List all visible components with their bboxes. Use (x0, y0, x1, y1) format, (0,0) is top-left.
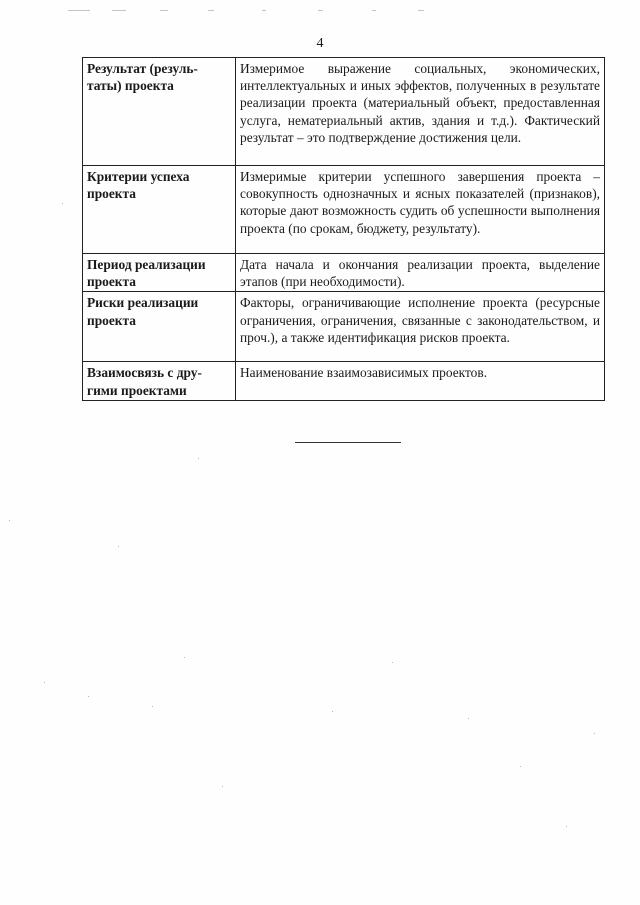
scan-artifact (112, 10, 126, 11)
definitions-table (82, 57, 605, 401)
table-row (83, 58, 605, 166)
term-cell: Период реализации проекта (83, 254, 236, 292)
table-row (83, 292, 605, 362)
scan-speck (392, 662, 393, 663)
section-divider (295, 442, 401, 443)
definition-cell: Измеримое выражение социальных, экономических, интеллектуальных и иных эффектов, полученных в результате реализации проекта (материальный объект, предоставленная услуга, нематериальный актив, здания и т.д.). Фактический результат – это подтверждение достижения цели. (236, 58, 605, 166)
scan-artifact (68, 10, 90, 11)
scan-speck (222, 786, 223, 787)
definition-cell: Наименование взаимозависимых проектов. (236, 362, 605, 400)
page-number: 4 (316, 36, 324, 51)
definition-cell: Дата начала и окончания реализации проекта, выделение этапов (при необходимости). (236, 254, 605, 292)
scan-speck (520, 766, 521, 767)
scan-speck (9, 520, 10, 521)
scan-speck (184, 657, 185, 658)
scan-artifact (318, 10, 323, 11)
term-cell: Взаимосвязь с дру-гими проектами (83, 362, 236, 400)
term-cell: Риски реализации проекта (83, 292, 236, 362)
scan-artifact (208, 10, 214, 11)
table-row (83, 362, 605, 400)
scan-speck (594, 733, 595, 734)
scan-speck (198, 458, 199, 459)
table-row (83, 254, 605, 292)
definition-cell: Измеримые критерии успешного завершения проекта – совокупность однозначных и ясных показателей (признаков), которые дают возможность судить об успешности выполнения проекта (по срокам, бюджету, результату). (236, 166, 605, 254)
scan-artifact (418, 10, 424, 11)
scan-speck (62, 203, 63, 204)
term-cell: Критерии успеха проекта (83, 166, 236, 254)
scan-speck (118, 546, 119, 547)
scan-speck (44, 682, 45, 683)
table-row (83, 166, 605, 254)
scan-artifact (160, 10, 168, 11)
scan-artifact (372, 10, 376, 11)
scan-speck (88, 696, 89, 697)
term-cell: Результат (резуль-таты) проекта (83, 58, 236, 166)
scan-speck (566, 826, 567, 827)
scan-speck (332, 711, 333, 712)
definition-cell: Факторы, ограничивающие исполнение проекта (ресурсные ограничения, ограничения, связанные с законодательством, и проч.), а также идентификация рисков проекта. (236, 292, 605, 362)
scan-artifact (262, 10, 266, 11)
scan-speck (152, 706, 153, 707)
scan-speck (468, 718, 469, 719)
